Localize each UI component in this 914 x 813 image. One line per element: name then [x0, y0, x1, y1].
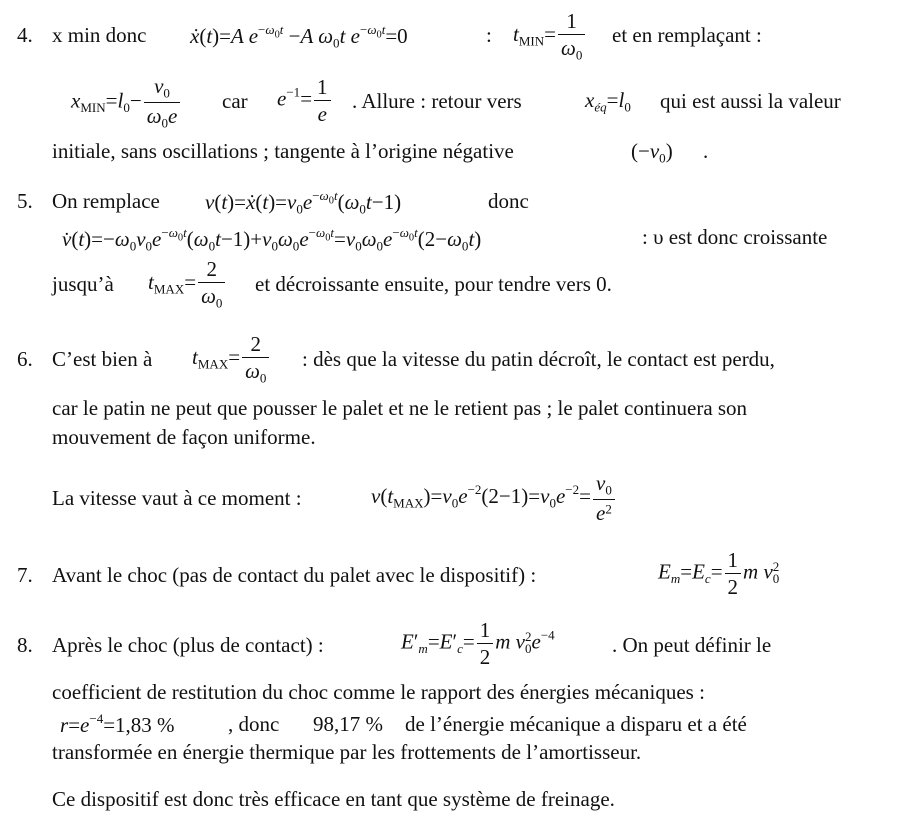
text: de l’énergie mécanique a disparu et a été	[405, 712, 747, 736]
text-line	[255, 272, 612, 297]
text: qui est aussi la valeur	[660, 89, 841, 113]
text: mouvement de façon uniforme.	[52, 425, 316, 449]
equation-tmax: $t_{MAX}=$ $\frac{2}{\omega_0}$	[192, 333, 271, 385]
text-line	[352, 89, 522, 114]
text-line	[52, 189, 160, 214]
text: initiale, sans oscillations ; tangente à l’origine négative	[52, 139, 514, 163]
text: transformée en énergie thermique par les frottements de l’amortisseur.	[52, 740, 642, 764]
equation-tmax: $t_{MAX}=$ $\frac{2}{\omega_0}$	[148, 258, 227, 310]
item-number: 5.	[17, 189, 33, 213]
text: coefficient de restitution du choc comme le rapport des énergies mécaniques :	[52, 680, 705, 704]
equation-xeq: $x_{éq}=l_0$	[585, 88, 631, 115]
text-line	[52, 23, 147, 48]
text: donc	[488, 189, 529, 213]
text: et décroissante ensuite, pour tendre vers 0.	[255, 272, 612, 296]
text: On remplace	[52, 189, 160, 213]
text-line	[228, 712, 279, 737]
text: x min donc	[52, 23, 147, 47]
equation-em-prime: $E'_m=E'_c=$ $\frac{1}{2}$ m $v^2_0e^{-4}$	[401, 618, 555, 670]
equation-vtmax: $v(t_{MAX})=v_0e^{-2}(2-1)=v_0e^{-2}=$ $\frac{v_0}{e^2}$	[371, 472, 617, 524]
text-line	[52, 347, 152, 372]
text-line	[52, 680, 705, 705]
text-line	[52, 425, 316, 450]
text-line	[52, 633, 324, 658]
text: jusqu’à	[52, 272, 114, 296]
text-line	[52, 563, 536, 588]
text-line	[52, 396, 747, 421]
text-line	[612, 23, 762, 48]
text: La vitesse vaut à ce moment :	[52, 486, 302, 510]
text: Ce dispositif est donc très efficace en tant que système de freinage.	[52, 787, 615, 811]
item-number: 7.	[17, 563, 33, 587]
equation-e-minus-1: $e^{-1}=$ $\frac{1}{e}$	[277, 76, 333, 125]
text: : dès que la vitesse du patin décroît, le contact est perdu,	[302, 347, 775, 371]
item-number: 6.	[17, 347, 33, 371]
value-percent: 98,17 %	[313, 712, 383, 736]
text-line	[642, 225, 827, 250]
equation-vdot: $v̇(t)=-\omega_0v_0e^{-\omega_0t}(\omega_0t-1)+v_0\omega_0e^{-\omega_0t}=v_0\omega_0e^{-\omega_0t}(2-\omega_0t)$	[62, 225, 482, 254]
item-number: 8.	[17, 633, 33, 657]
equation-minus-v0: $(-v_0)$	[631, 139, 673, 166]
text: C’est bien à	[52, 347, 153, 371]
text-line	[405, 712, 747, 737]
equation-xdot: ẋ(t)=A $e^{-\omega_0t} -A$ $\omega_0t$ $e^{-\omega_0t}=0$	[190, 22, 408, 51]
text-line	[302, 347, 775, 372]
text: , donc	[228, 712, 280, 736]
text-line	[52, 139, 514, 164]
text: . Allure : retour vers	[352, 89, 522, 113]
text-line	[52, 272, 114, 297]
text-line	[612, 633, 771, 658]
text: . On peut définir le	[612, 633, 772, 657]
text: car le patin ne peut que pousser le palet et ne le retient pas ; le palet continuera son	[52, 396, 748, 420]
equation-em: $E_m=E_c=$ $\frac{1}{2}$ m $v^2_0$	[658, 548, 780, 600]
period: .	[703, 139, 709, 163]
text-line	[52, 787, 615, 812]
text-line	[222, 89, 248, 114]
text-line	[52, 486, 302, 511]
text: Après le choc (plus de contact) :	[52, 633, 324, 657]
text: Avant le choc (pas de contact du palet avec le dispositif) :	[52, 563, 537, 587]
text: et en remplaçant :	[612, 23, 762, 47]
equation-v: $v(t)=ẋ(t)=v_0e^{-\omega_0t}(\omega_0t-1)$	[205, 188, 402, 217]
equation-tmin: $t_{MIN}=$ $\frac{1}{\omega_0}$	[513, 10, 587, 62]
text-line	[660, 89, 841, 114]
equation-r: $r=e^{-4}=1,83$ %	[60, 711, 175, 738]
equation-xmin: $x_{MIN}=l_0-$ $\frac{v_0}{\omega_0e}$	[71, 75, 182, 130]
item-number: 4.	[17, 23, 33, 47]
text-line	[52, 740, 641, 765]
text: car	[222, 89, 248, 113]
colon: :	[486, 23, 492, 47]
text-line	[488, 189, 529, 214]
text: : υ est donc croissante	[642, 225, 828, 249]
